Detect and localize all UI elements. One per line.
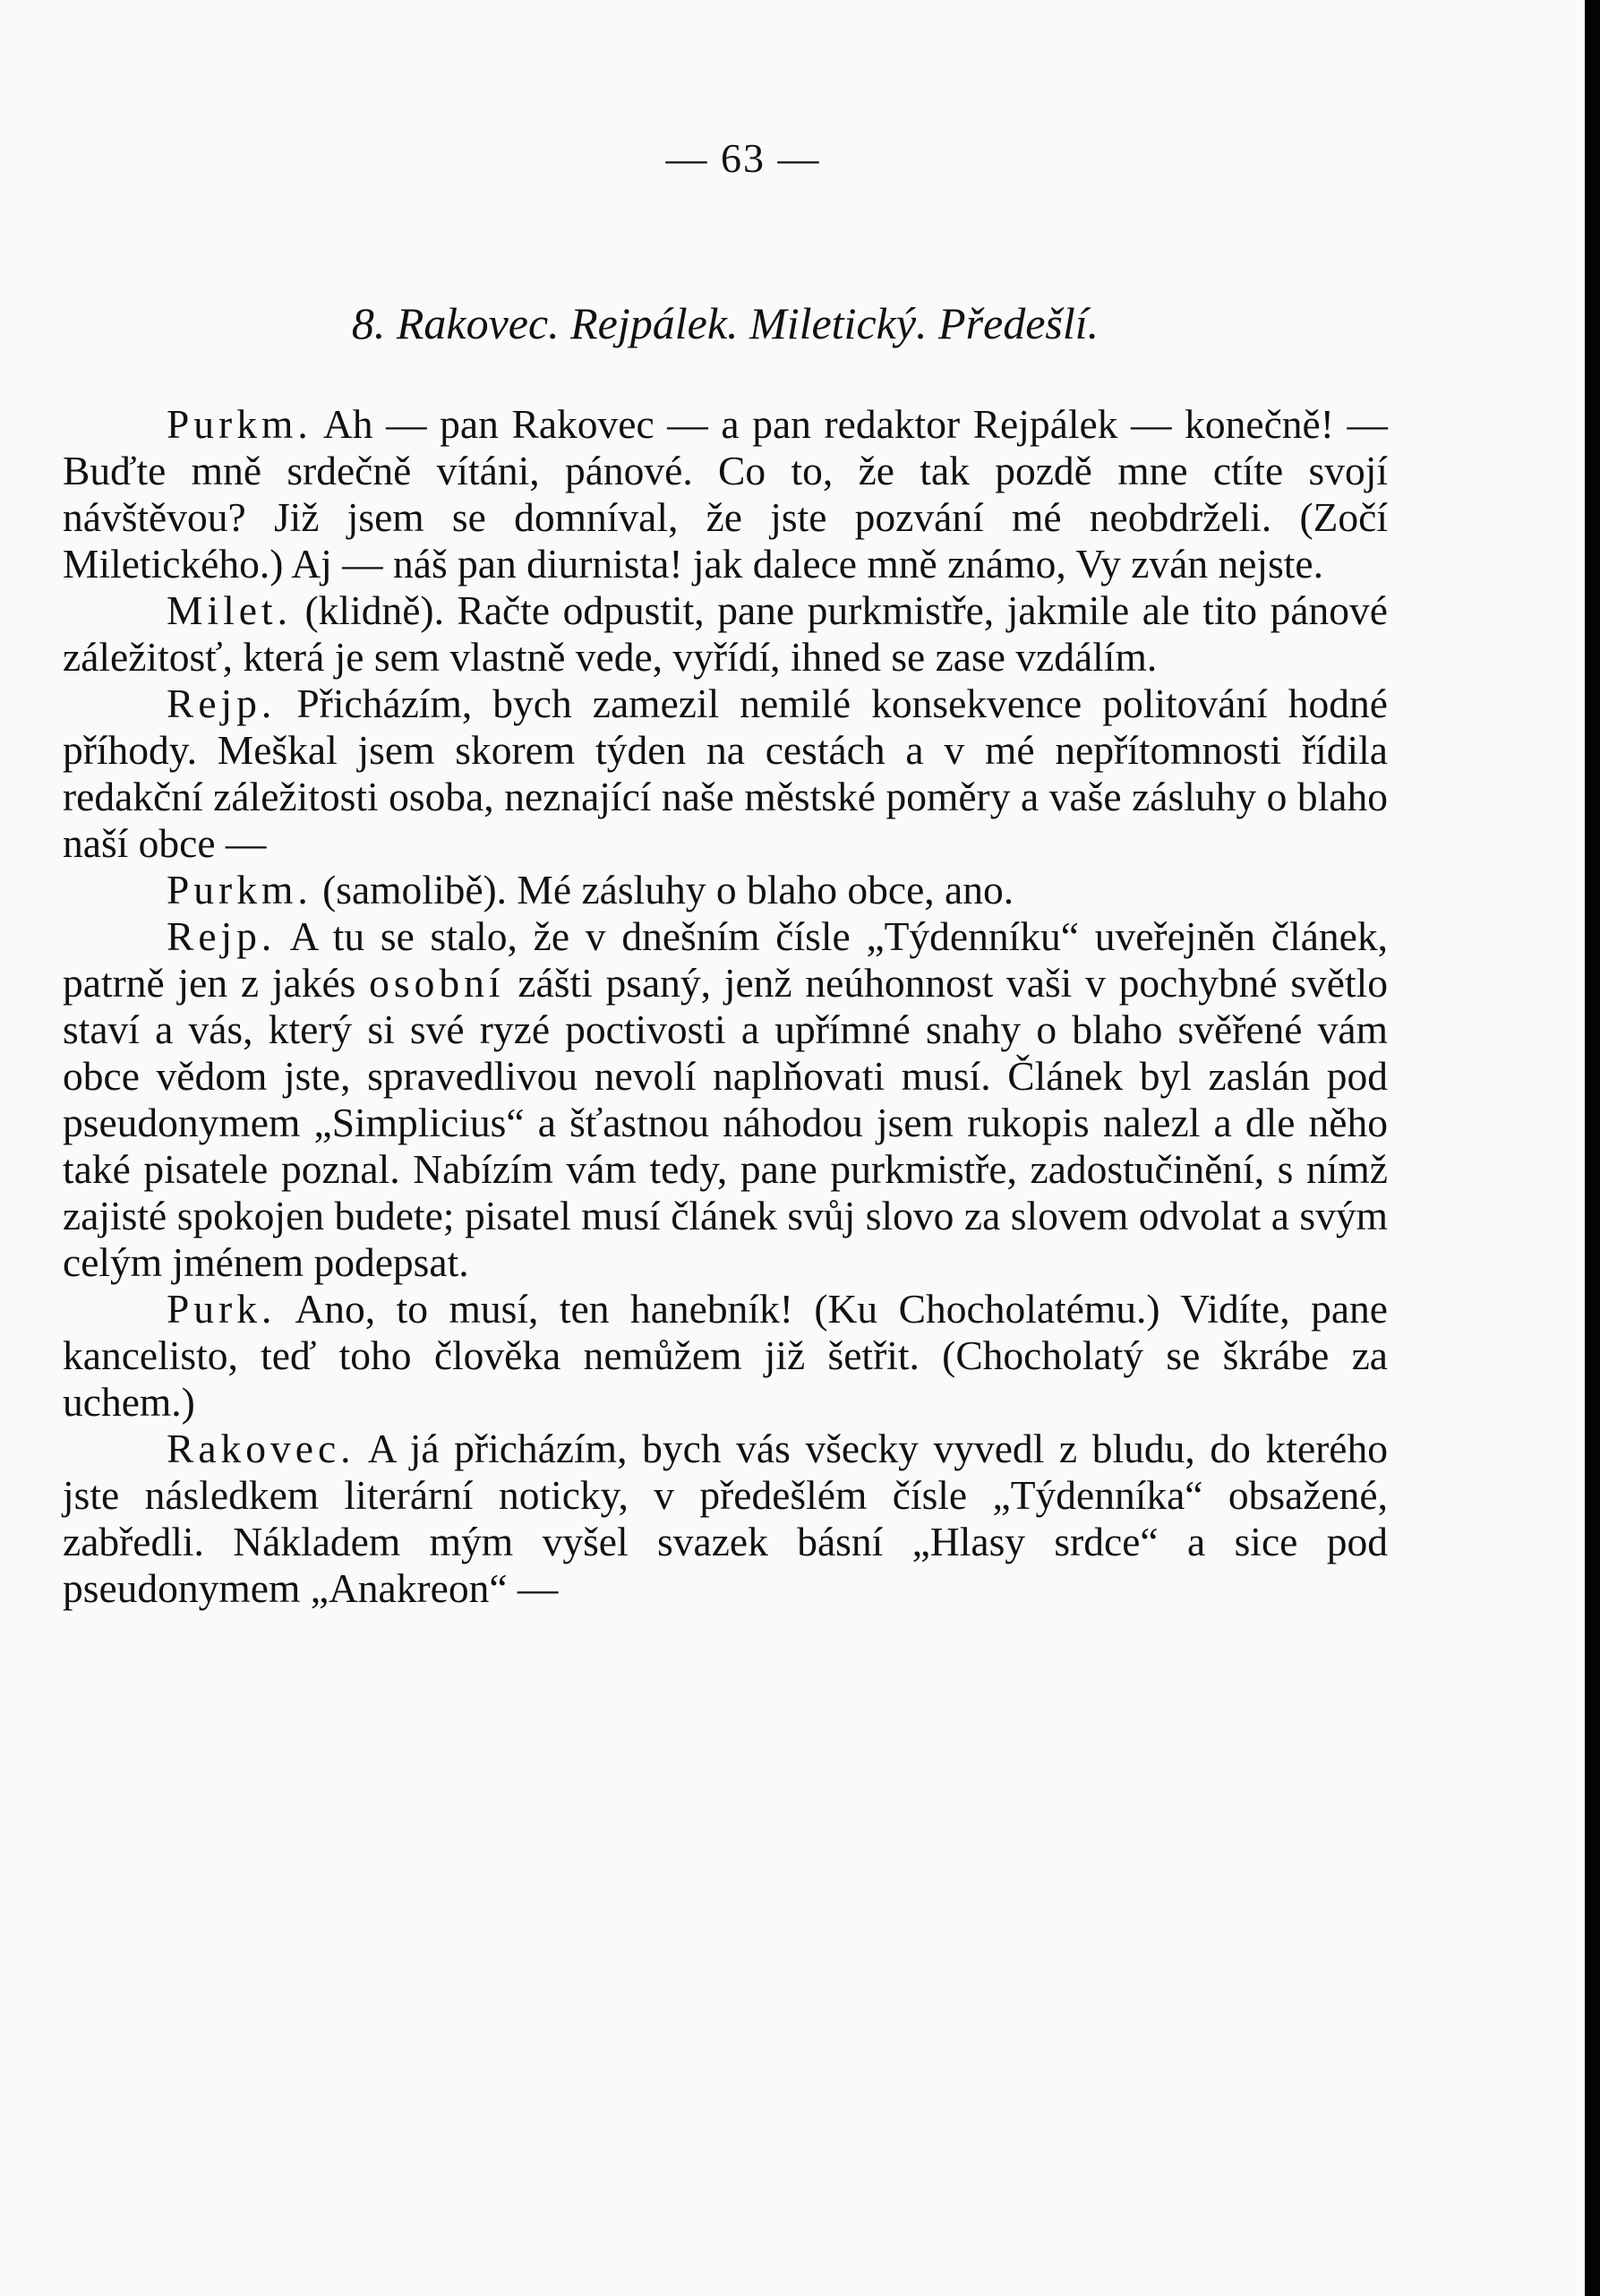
- dialogue-paragraph: [63, 913, 1388, 1286]
- dialogue-paragraph: [63, 1426, 1388, 1612]
- dialogue-line: A tu se stalo, že v dnešním čísle „Týdenníku“ uveřejněn článek, patrně jen z jakés: [63, 913, 1388, 1006]
- dialogue-line: Ano, to musí, ten hanebník! (Ku Chocholatému.) Vidíte, pane kancelisto, teď toho člověka nemůžem již šetřit. (Chocholatý se škrábe za uchem.): [63, 1286, 1388, 1425]
- dialogue-text: [63, 401, 1388, 1612]
- scan-edge: [1585, 0, 1600, 2296]
- speaker-name: Rakovec.: [167, 1426, 355, 1471]
- speaker-name: Rejp.: [167, 913, 277, 959]
- dialogue-line: Přicházím, bych zamezil nemilé konsekvence politování hodné příhody. Meškal jsem skorem týden na cestách a v mé nepřítomnosti řídila redakční záležitosti osoba, neznající naše městské poměry a vaše zásluhy o blaho naší obce —: [63, 681, 1388, 866]
- spaced-emphasis: osobní: [369, 960, 505, 1006]
- dialogue-paragraph: [63, 401, 1388, 587]
- dialogue-paragraph: [63, 681, 1388, 867]
- dialogue-paragraph: [63, 1286, 1388, 1426]
- speaker-name: Purkm.: [167, 867, 312, 912]
- speaker-name: Milet.: [167, 587, 292, 633]
- dialogue-line: Ah — pan Rakovec — a pan redaktor Rejpálek — konečně! — Buďte mně srdečně vítáni, pánové. Co to, že tak pozdě mne ctíte svojí návštěvou? Již jsem se domníval, že jste pozvání mé neobdrželi. (Zočí Miletického.) Aj — náš pan diurnista! jak dalece mně známo, Vy zván nejste.: [63, 401, 1388, 587]
- dialogue-paragraph: [63, 867, 1388, 913]
- speaker-name: Purk.: [167, 1286, 277, 1332]
- speaker-name: Rejp.: [167, 681, 277, 726]
- dialogue-line: zášti psaný, jenž neúhonnost vaši v pochybné světlo staví a vás, který si své ryzé poctivosti a upřímné snahy o blaho svěřené vám obce vědom jste, spravedlivou nevolí naplňovati musí. Článek byl zaslán pod pseudonymem „Simplicius“ a šťastnou náhodou jsem rukopis nalezl a dle něho také pisatele poznal. Nabízím vám tedy, pane purkmistře, zadostučinění, s nímž zajisté spokojen budete; pisatel musí článek svůj slovo za slovem odvolat a svým celým jménem podepsat.: [63, 960, 1389, 1285]
- page-number: — 63 —: [665, 135, 821, 181]
- dialogue-line: (klidně). Račte odpustit, pane purkmistře, jakmile ale tito pánové záležitosť, která je sem vlastně vede, vyřídí, ihned se zase vzdálím.: [63, 587, 1389, 680]
- scene-heading: 8. Rakovec. Rejpálek. Miletický. Předešlí.: [351, 298, 1099, 348]
- dialogue-line: A já přicházím, bych vás všecky vyvedl z bludu, do kterého jste následkem literární noticky, v předešlém čísle „Týdenníka“ obsažené, zabředli. Nákladem mým vyšel svazek básní „Hlasy srdce“ a sice pod pseudonymem „Anakreon“ —: [63, 1426, 1388, 1611]
- dialogue-line: (samolibě). Mé zásluhy o blaho obce, ano.: [322, 867, 1014, 912]
- speaker-name: Purkm.: [167, 401, 312, 447]
- dialogue-paragraph: [63, 587, 1388, 681]
